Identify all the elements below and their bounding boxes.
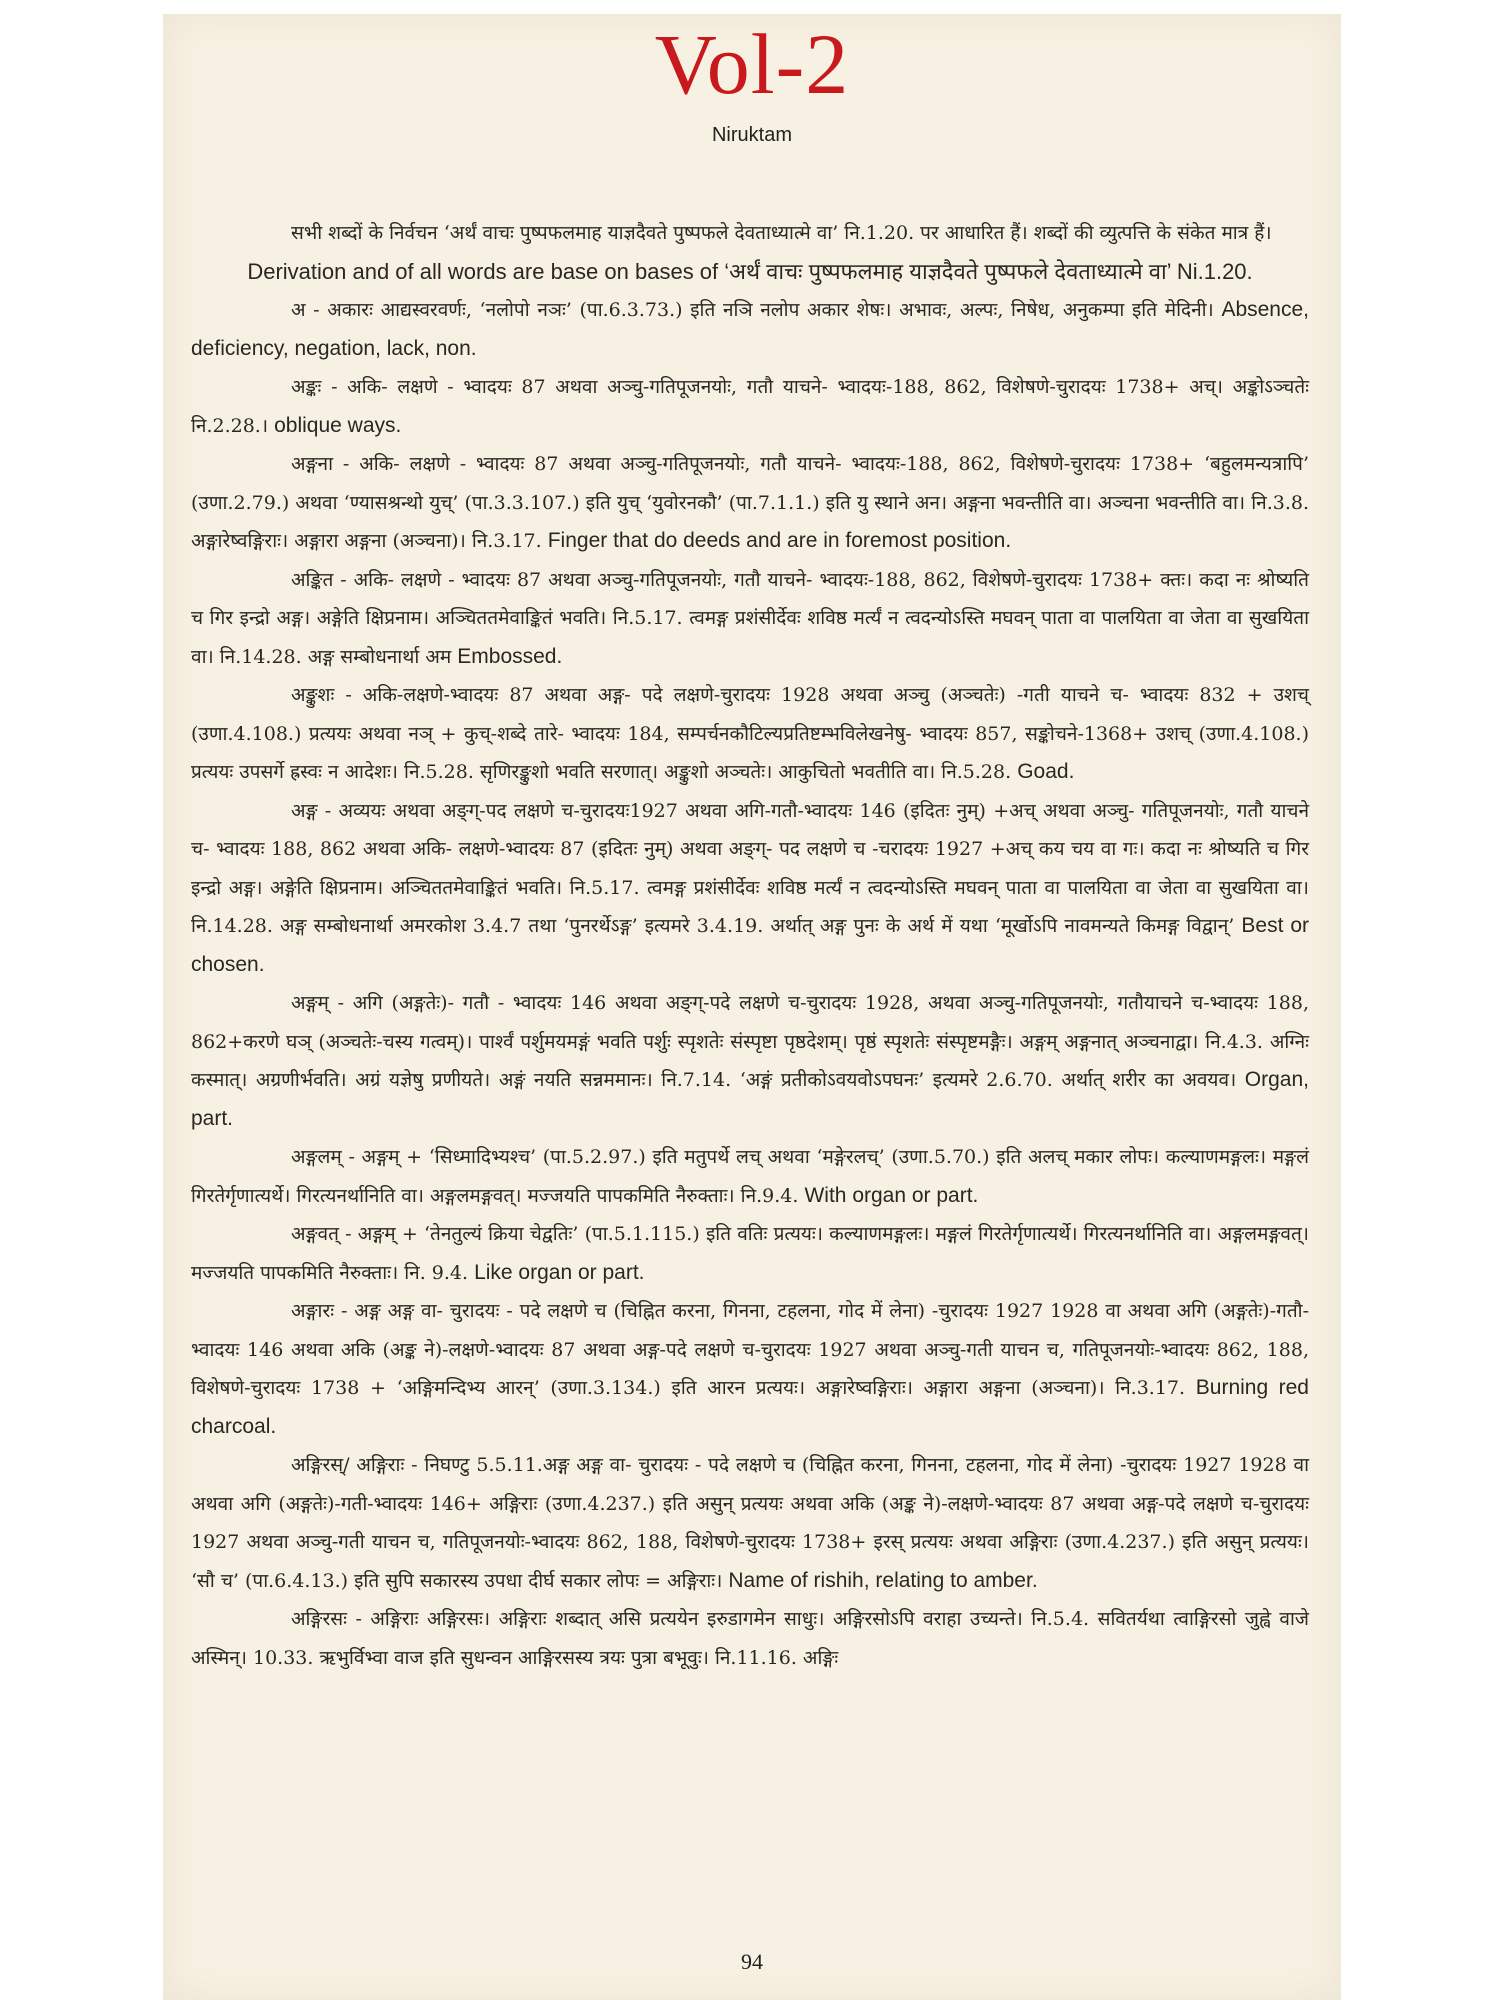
entry-sanskrit: अङ्गारः - अङ्ग अङ्ग वा- चुरादयः - पदे लक्षणे च (चिह्नित करना, गिनना, टहलना, गोद में लेना) -चुरादयः 1927 1928 वा अथवा अगि (अङ्गतेः)-गतौ-भ्वादयः 146 अथवा अकि (अङ्क ने)-लक्षणे-भ्वादयः 87 अथवा अङ्ग-पदे लक्षणे च-चुरादयः 1927 अथवा अञ्चु-गती याचन च, गतिपूजनयोः-भ्वादयः 862, 188, विशेषणे-चुरादयः 1738 + ‘अङ्गिमन्दिभ्य आरन्’ (उणा.3.134.) इति आरन प्रत्ययः। अङ्गारेष्वङ्गिराः। अङ्गारा अङ्गना (अञ्चना)। नि.3.17.: [191, 1300, 1309, 1399]
dictionary-entry: [191, 1292, 1309, 1446]
dictionary-entry: [191, 1446, 1309, 1600]
dictionary-entry: [191, 1600, 1309, 1677]
book-page: [163, 14, 1341, 2000]
dictionary-entry: [191, 368, 1309, 445]
entry-sanskrit: अङ्गिरसः - अङ्गिराः अङ्गिरसः। अङ्गिराः शब्दात् असि प्रत्ययेन इरुडागमेन साधुः। अङ्गिरसोऽपि वराहा उच्यन्ते। नि.5.4. सवितर्यथा त्वाङ्गिरसो जुह्वे वाजे अस्मिन्। 10.33. ऋभुर्विभ्वा वाज इति सुधन्वन आङ्गिरसस्य त्रयः पुत्रा बभूवुः। नि.11.16. अङ्गिः: [191, 1608, 1309, 1669]
dictionary-entry: [191, 1215, 1309, 1292]
entry-sanskrit: अङ्गलम् - अङ्गम् + ‘सिध्मादिभ्यश्च’ (पा.5.2.97.) इति मतुपर्थे लच् अथवा ‘मङ्गेरलच्’ (उणा.5.70.) इति अलच् मकार लोपः। कल्याणमङ्गलः। मङ्गलं गिरतेर्गृणात्यर्थे। गिरत्यनर्थानिति वा। अङ्गलमङ्गवत्। मज्जयति पापकमिति नैरुक्ताः। नि.9.4.: [191, 1146, 1309, 1207]
entry-english: Like organ or part.: [474, 1260, 645, 1284]
entry-sanskrit: अङ्कित - अकि- लक्षणे - भ्वादयः 87 अथवा अञ्चु-गतिपूजनयोः, गतौ याचने- भ्वादयः-188, 862, विशेषणे-चुरादयः 1738+ क्तः। कदा नः श्रोष्यति च गिर इन्द्रो अङ्ग। अङ्गेति क्षिप्रनाम। अञ्चिततमेवाङ्कितं भवति। नि.5.17. त्वमङ्ग प्रशंसीर्देवः शविष्ठ मर्त्यं न त्वदन्योऽस्ति मघवन् पाता वा पालयिता वा जेता वा सुखयिता वा। नि.14.28. अङ्ग सम्बोधनार्था अम: [191, 568, 1309, 668]
entry-english: Absence, deficiency, negation, lack, non.: [191, 298, 1309, 360]
entry-sanskrit: अङ्गम् - अगि (अङ्गतेः)- गतौ - भ्वादयः 146 अथवा अङ्ग्-पदे लक्षणे च-चुरादयः 1928, अथवा अञ्चु-गतिपूजनयोः, गतौयाचने च-भ्वादयः 188, 862+करणे घञ् (अञ्चतेः-चस्य गत्वम्)। पार्श्वं पर्शुमयमङ्गं भवति पर्शुः स्पृशतेः संस्पृष्टा पृष्ठदेशम्। पृष्ठं स्पृशतेः संस्पृष्टमङ्गैः। अङ्गम् अङ्गनात् अञ्चनाद्वा। नि.4.3. अग्निः कस्मात्। अग्रणीर्भवति। अग्रं यज्ञेषु प्रणीयते। अङ्गं नयति सन्नममानः। नि.7.14. ‘अङ्गं प्रतीकोऽवयवोऽपघनः’ इत्यमरे 2.6.70. अर्थात् शरीर का अवयव।: [191, 992, 1309, 1091]
dictionary-entry: [191, 1138, 1309, 1215]
dictionary-entry: [191, 984, 1309, 1138]
entry-sanskrit: अ - अकारः आद्यस्वरवर्णः, ‘नलोपो नञः’ (पा.6.3.73.) इति नञि नलोप अकार शेषः। अभावः, अल्पः, निषेध, अनुकम्पा इति मेदिनी।: [291, 299, 1214, 321]
entry-sanskrit: अङ्गिरस्/ अङ्गिराः - निघण्टु 5.5.11.अङ्ग अङ्ग वा- चुरादयः - पदे लक्षणे च (चिह्नित करना, गिनना, टहलना, गोद में लेना) -चुरादयः 1927 1928 वा अथवा अगि (अङ्गतेः)-गती-भ्वादयः 146+ अङ्गिराः (उणा.4.237.) इति असुन् प्रत्ययः अथवा अकि (अङ्क ने)-लक्षणे-भ्वादयः 87 अथवा अङ्ग-पदे लक्षणे च-चुरादयः 1927 अथवा अञ्चु-गती याचन च, गतिपूजनयोः-भ्वादयः 862, 188, विशेषणे-चुरादयः 1738+ इरस् प्रत्ययः अथवा अङ्गिराः (उणा.4.237.) इति असुन् प्रत्ययः। ‘सौ च’ (पा.6.4.13.) इति सुपि सकारस्य उपधा दीर्घ सकार लोपः = अङ्गिराः।: [191, 1454, 1309, 1592]
page-body: [191, 214, 1309, 1677]
dictionary-entry: [191, 792, 1309, 985]
dictionary-entry: [191, 291, 1309, 368]
entry-sanskrit: अङ्कुशः - अकि-लक्षणे-भ्वादयः 87 अथवा अङ्ग- पदे लक्षणे-चुरादयः 1928 अथवा अञ्चु (अञ्चतेः) -गती याचने च- भ्वादयः 832 + उशच् (उणा.4.108.) प्रत्ययः अथवा नञ् + कुच्-शब्दे तारे- भ्वादयः 184, सम्पर्चनकौटिल्यप्रतिष्टम्भविलेखनेषु- भ्वादयः 857, सङ्कोचने-1368+ उशच् (उणा.4.108.) प्रत्ययः उपसर्गे ह्रस्वः न आदेशः। नि.5.28. सृणिरङ्कुशो भवति सरणात्। अङ्कुशो अञ्चतेः। आकुचितो भवतीति वा। नि.5.28.: [191, 684, 1309, 783]
entry-sanskrit: अङ्गवत् - अङ्गम् + ‘तेनतुल्यं क्रिया चेद्वतिः’ (पा.5.1.115.) इति वतिः प्रत्ययः। कल्याणमङ्गलः। मङ्गलं गिरतेर्गृणात्यर्थे। गिरत्यनर्थानिति वा। अङ्गलमङ्गवत्। मज्जयति पापकमिति नैरुक्ताः। नि. 9.4.: [191, 1223, 1309, 1284]
entry-english: Organ, part.: [191, 1068, 1309, 1130]
intro-english: Derivation and of all words are base on bases of ‘अर्थं वाचः पुष्पफलमाह याज्ञदैवते पुष्पफले देवताध्यात्मे वा’ Ni.1.20.: [247, 258, 1253, 284]
dictionary-entry: [191, 676, 1309, 792]
entry-sanskrit: अङ्गना - अकि- लक्षणे - भ्वादयः 87 अथवा अञ्चु-गतिपूजनयोः, गतौ याचने- भ्वादयः-188, 862, विशेषणे-चुरादयः 1738+ ‘बहुलमन्यत्रापि’ (उणा.2.79.) अथवा ‘ण्यासश्रन्थो युच्’ (पा.3.3.107.) इति युच् ‘युवोरनकौ’ (पा.7.1.1.) इति यु स्थाने अन। अङ्गना भवन्तीति वा। अञ्चना भवन्तीति वा। नि.3.8. अङ्गारेष्वङ्गिराः। अङ्गारा अङ्गना (अञ्चना)। नि.3.17.: [191, 453, 1309, 552]
volume-title: Vol-2: [654, 16, 850, 112]
entry-sanskrit: अङ्ग - अव्ययः अथवा अङ्ग्-पद लक्षणे च-चुरादयः1927 अथवा अगि-गतौ-भ्वादयः 146 (इदितः नुम्) +अच् अथवा अञ्चु- गतिपूजनयोः, गतौ याचने च- भ्वादयः 188, 862 अथवा अकि- लक्षणे-भ्वादयः 87 (इदितः नुम्) अथवा अङ्ग्- पद लक्षणे च -चरादयः 1927 +अच् कय चय वा गः। कदा नः श्रोष्यति च गिर इन्द्रो अङ्ग। अङ्गेति क्षिप्रनाम। अञ्चिततमेवाङ्कितं भवति। नि.5.17. त्वमङ्ग प्रशंसीर्देवः शविष्ठ मर्त्यं न त्वदन्योऽस्ति मघवन् पाता वा पालयिता वा जेता वा सुखयिता वा। नि.14.28. अङ्ग सम्बोधनार्था अमरकोश 3.4.7 तथा ‘पुनरर्थेऽङ्ग’ इत्यमरे 3.4.19. अर्थात् अङ्ग पुनः के अर्थ में यथा ‘मूर्खोऽपि नावमन्यते किमङ्ग विद्वान्’: [191, 799, 1309, 937]
book-subtitle: Niruktam: [711, 124, 792, 146]
page-number: 94: [741, 1949, 763, 1974]
entry-english: Best or chosen.: [191, 914, 1310, 976]
intro-hindi: सभी शब्दों के निर्वचन ‘अर्थं वाचः पुष्पफलमाह याज्ञदैवते पुष्पफले देवताध्यात्मे वा’ नि.1.20. पर आधारित हैं। शब्दों की व्युत्पत्ति के संकेत मात्र हैं।: [291, 222, 1272, 244]
entry-sanskrit: अङ्कः - अकि- लक्षणे - भ्वादयः 87 अथवा अञ्चु-गतिपूजनयोः, गतौ याचने- भ्वादयः-188, 862, विशेषणे-चुरादयः 1738+ अच्। अङ्कोऽञ्चतेः नि.2.28.।: [191, 376, 1309, 437]
entry-english: Embossed.: [457, 644, 563, 668]
entry-english: With organ or part.: [804, 1183, 979, 1207]
entry-english: oblique ways.: [274, 413, 402, 437]
entry-english: Name of rishih, relating to amber.: [728, 1568, 1038, 1592]
dictionary-entry: [191, 561, 1309, 677]
entry-english: Finger that do deeds and are in foremost position.: [547, 529, 1012, 552]
entry-english: Burning red charcoal.: [191, 1376, 1309, 1438]
entry-english: Goad.: [1017, 760, 1075, 783]
dictionary-entry: [191, 445, 1309, 561]
